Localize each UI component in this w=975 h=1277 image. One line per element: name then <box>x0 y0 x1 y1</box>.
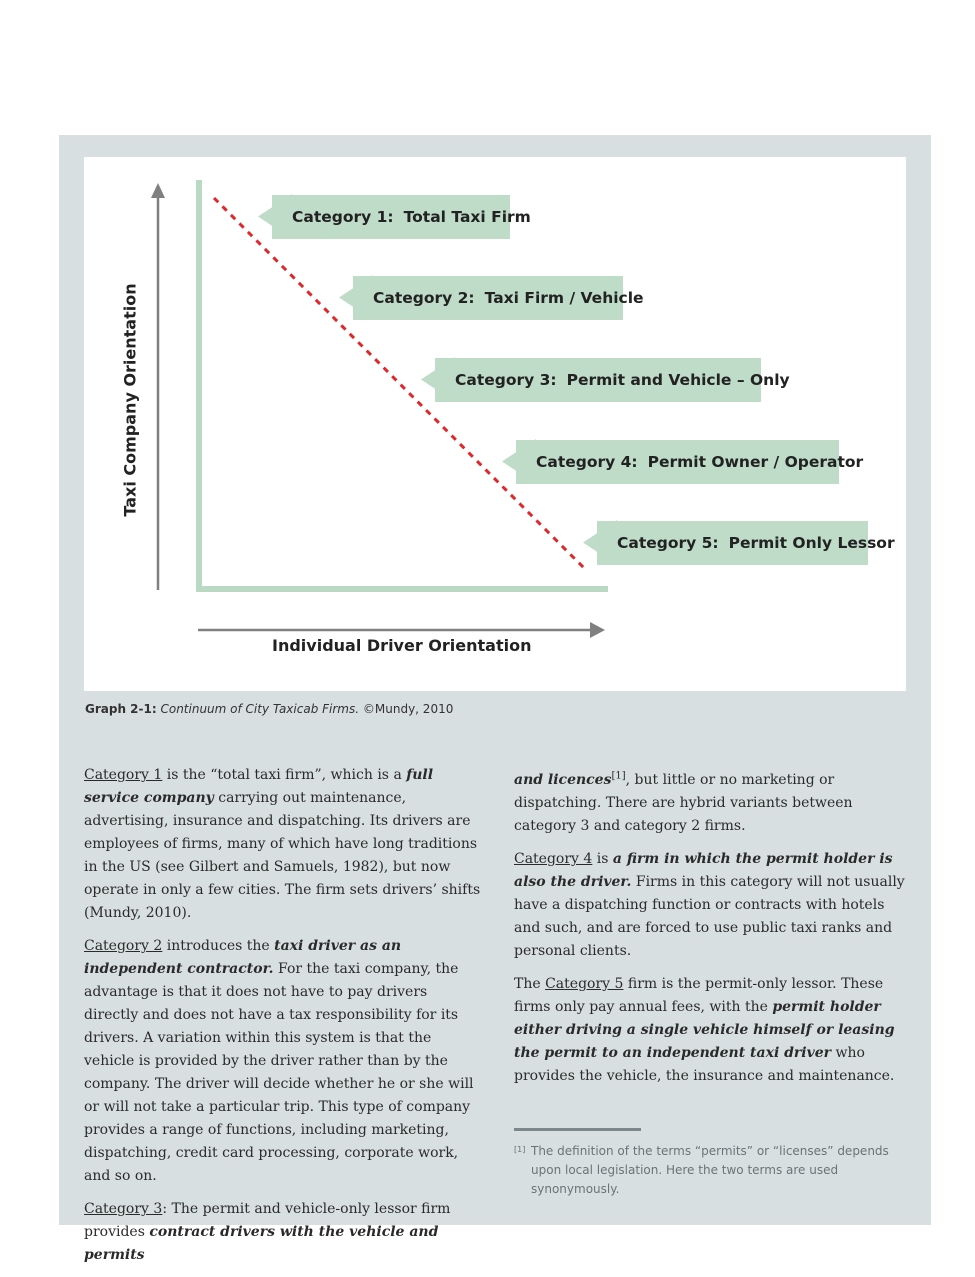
paragraph-category-4 <box>514 848 914 963</box>
term-category-5: Category 5 <box>545 976 624 992</box>
emphasis: and licences <box>514 772 612 788</box>
x-axis-arrowhead <box>590 622 605 638</box>
caption-title: Continuum of City Taxicab Firms. <box>160 702 360 716</box>
footnote-ref[interactable]: [1] <box>611 770 626 782</box>
category-2-number: Category 2: <box>373 289 475 307</box>
category-3-name: Permit and Vehicle – Only <box>566 371 790 389</box>
category-1-label <box>272 195 531 239</box>
y-axis-label: Taxi Company Orientation <box>120 283 140 517</box>
category-3-number: Category 3: <box>455 371 557 389</box>
text: firm is the permit-only lessor. These firms only pay annual fees, with the <box>514 976 884 1015</box>
footnote-divider <box>514 1128 641 1131</box>
emphasis: a firm in which the permit holder is also the driver. <box>514 851 893 890</box>
emphasis: full service company <box>84 767 434 806</box>
emphasis: taxi driver as an independent contractor. <box>84 938 402 977</box>
category-4-label <box>516 440 864 484</box>
text-column-left <box>84 764 484 1277</box>
emphasis: permit holder either driving a single vehicle himself or leasing the permit to an independent taxi driver <box>514 999 895 1061</box>
term-category-2: Category 2 <box>84 938 163 954</box>
emphasis: contract drivers with the vehicle and permits <box>84 1224 439 1263</box>
term-category-1: Category 1 <box>84 767 163 783</box>
text: : The permit and vehicle-only lessor firm provides <box>84 1201 451 1240</box>
text: introduces the <box>162 938 275 954</box>
graph-caption <box>85 702 453 716</box>
x-axis-label: Individual Driver Orientation <box>272 636 532 655</box>
text: For the taxi company, the advantage is that it does not have to pay drivers directly and does not have a tax responsibility for its drivers. A variation within this system is that the vehicle is provided by the driver rather than by the company. The driver will decide whether he or she will or will not take a particular trip. This type of company provides a range of functions, including marketing, dispatching, credit card processing, corporate work, and so on. <box>84 961 474 1184</box>
category-5-number: Category 5: <box>617 534 719 552</box>
text: is the “total taxi firm”, which is a <box>162 767 407 783</box>
caption-credit: ©Mundy, 2010 <box>362 702 454 716</box>
paragraph-category-1 <box>84 764 484 925</box>
footnote-text: The definition of the terms “permits” or “licenses” depends upon local legislation. Here the two terms are used synonymously. <box>531 1144 889 1196</box>
category-1-number: Category 1: <box>292 208 394 226</box>
term-category-3: Category 3 <box>84 1201 163 1217</box>
footnote <box>514 1142 904 1199</box>
footnote-mark: [1] <box>514 1145 526 1154</box>
text: Firms in this category will not usually have a dispatching function or contracts with hotels and such, and are forced to use public taxi ranks and personal clients. <box>514 874 905 959</box>
category-2-name: Taxi Firm / Vehicle <box>484 289 644 307</box>
category-5-name: Permit Only Lessor <box>728 534 895 552</box>
text: who provides the vehicle, the insurance and maintenance. <box>514 1045 895 1084</box>
text-column-right <box>514 769 914 1098</box>
paragraph-category-3-continued <box>514 769 914 838</box>
category-2-label <box>353 276 644 320</box>
text: , but little or no marketing or dispatching. There are hybrid variants between category 3 and category 2 firms. <box>514 772 853 834</box>
text: carrying out maintenance, advertising, insurance and dispatching. Its drivers are employees of firms, many of which have long traditions in the US (see Gilbert and Samuels, 1982), but now operate in only a few cities. The firm sets drivers’ shifts (Mundy, 2010). <box>84 790 481 921</box>
category-5-label <box>597 521 895 565</box>
paragraph-category-3 <box>84 1198 484 1267</box>
text: is <box>592 851 613 867</box>
y-axis-arrowhead <box>151 183 165 198</box>
caption-label: Graph 2-1: <box>85 702 157 716</box>
text: The <box>514 976 546 992</box>
paragraph-category-2 <box>84 935 484 1188</box>
category-3-label <box>435 358 790 402</box>
term-category-4: Category 4 <box>514 851 593 867</box>
paragraph-category-5 <box>514 973 914 1088</box>
category-1-name: Total Taxi Firm <box>403 208 531 226</box>
category-4-name: Permit Owner / Operator <box>647 453 864 471</box>
category-4-number: Category 4: <box>536 453 638 471</box>
